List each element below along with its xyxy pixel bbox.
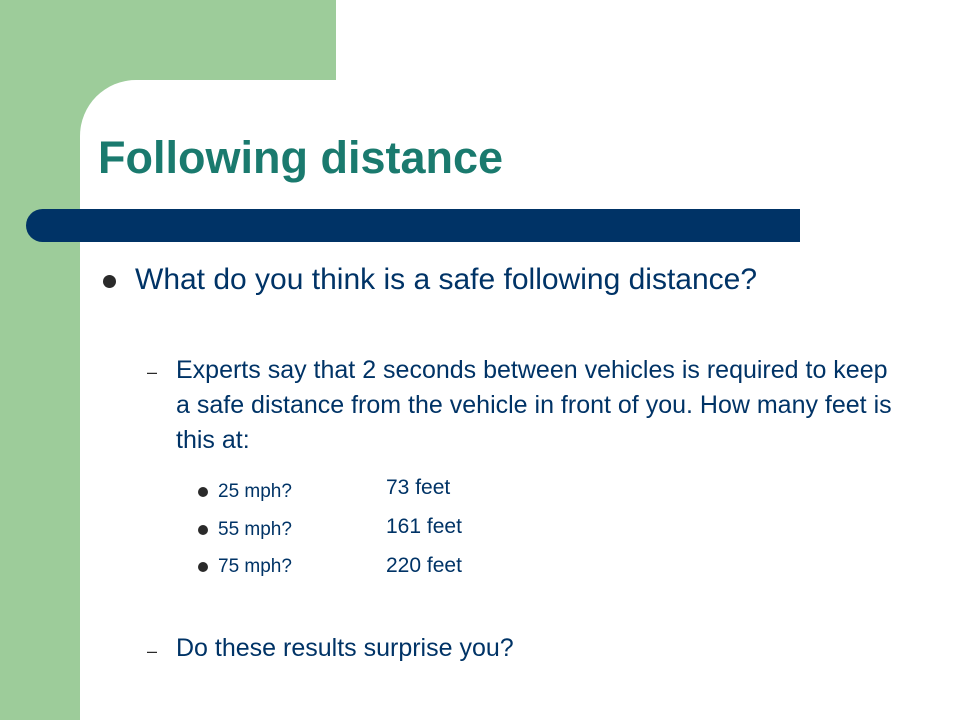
dash-marker-icon: – xyxy=(147,362,158,382)
speed-label-75: 75 mph? xyxy=(218,556,292,577)
answer-161-feet: 161 feet xyxy=(386,515,462,538)
dash-marker-icon: – xyxy=(147,641,158,661)
bullet-dot-icon xyxy=(198,562,208,572)
main-bullet-text: What do you think is a safe following distance? xyxy=(135,263,758,296)
slide-title: Following distance xyxy=(98,132,504,183)
sub-bullet-experts: Experts say that 2 seconds between vehicles is required to keep a safe distance from the vehicle in front of you. How many feet is this at: xyxy=(176,356,892,454)
answer-73-feet: 73 feet xyxy=(386,476,451,499)
bullet-dot-icon xyxy=(198,525,208,535)
bullet-dot-icon xyxy=(198,487,208,497)
speed-label-25: 25 mph? xyxy=(218,481,292,502)
speed-label-55: 55 mph? xyxy=(218,519,292,540)
bullet-dot-icon xyxy=(103,275,116,288)
answer-220-feet: 220 feet xyxy=(386,554,462,577)
sub-bullet-surprise: Do these results surprise you? xyxy=(176,634,514,662)
title-underline-bar xyxy=(26,209,800,242)
decorative-green-strip xyxy=(0,0,80,720)
